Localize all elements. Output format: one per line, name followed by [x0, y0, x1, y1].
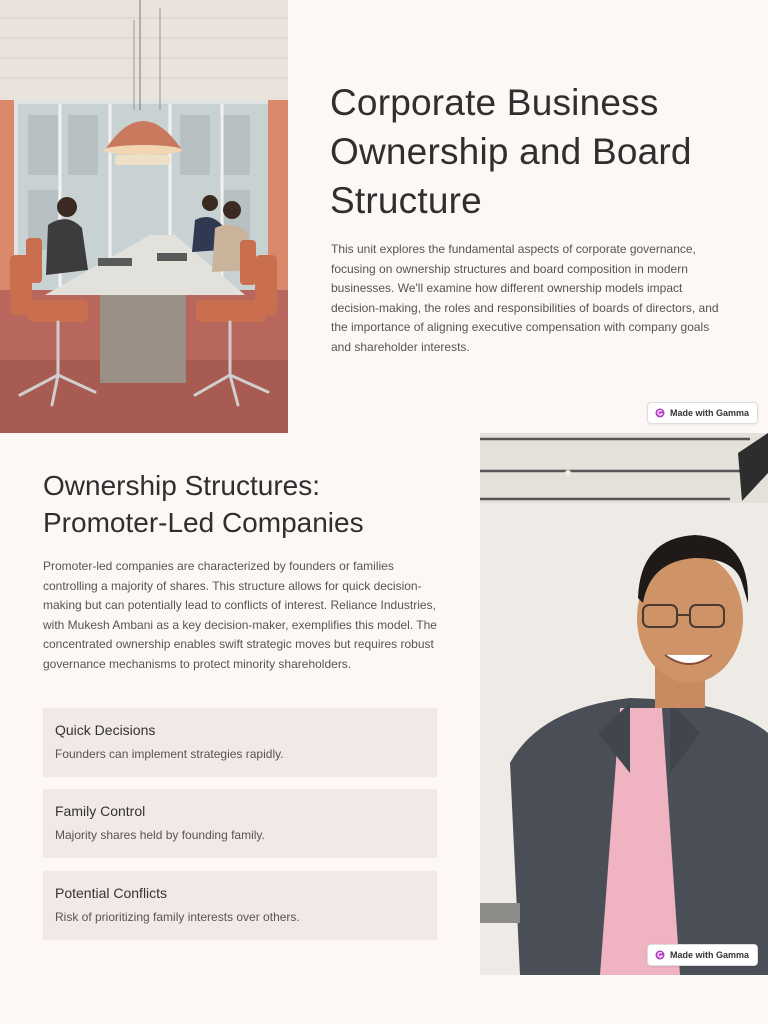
section-description: Promoter-led companies are characterized by founders or families controlling a majority of shares. This structure allows for quick decision-making but can potentially lead to conflicts of interest. Reliance Industries, with Mukesh Ambani as a key decision-maker, exemplifies this model. The concentrated ownership enables swift strategic moves but requires robust governance mechanisms to protect minority shareholders. [43, 559, 437, 671]
page-title: Corporate Business Ownership and Board Structure [330, 82, 692, 221]
made-with-gamma-badge[interactable] [647, 402, 758, 424]
card-text: Founders can implement strategies rapidly. [55, 747, 284, 761]
gamma-logo-icon [655, 408, 665, 418]
businessman-portrait-photo [480, 433, 768, 975]
made-with-gamma-badge[interactable] [647, 944, 758, 966]
card-potential-conflicts [43, 871, 437, 940]
card-title: Quick Decisions [55, 722, 156, 738]
card-quick-decisions [43, 708, 437, 777]
card-text: Risk of prioritizing family interests over others. [55, 910, 300, 924]
gamma-logo-icon [655, 950, 665, 960]
slide-ownership-structures [0, 433, 768, 976]
meeting-room-photo [0, 0, 288, 433]
section-title: Ownership Structures: Promoter-Led Companies [43, 470, 364, 538]
badge-label: Made with Gamma [670, 408, 750, 418]
slide-intro [0, 0, 768, 433]
card-text: Majority shares held by founding family. [55, 828, 265, 842]
card-title: Family Control [55, 803, 146, 819]
badge-label: Made with Gamma [670, 950, 750, 960]
card-family-control [43, 789, 437, 858]
card-title: Potential Conflicts [55, 885, 168, 901]
intro-description: This unit explores the fundamental aspects of corporate governance, focusing on ownership structures and board composition in modern businesses. We'll examine how different ownership models impact decision-making, the roles and responsibilities of boards of directors, and the importance of aligning executive compensation with company goals and shareholder interests. [331, 242, 719, 354]
